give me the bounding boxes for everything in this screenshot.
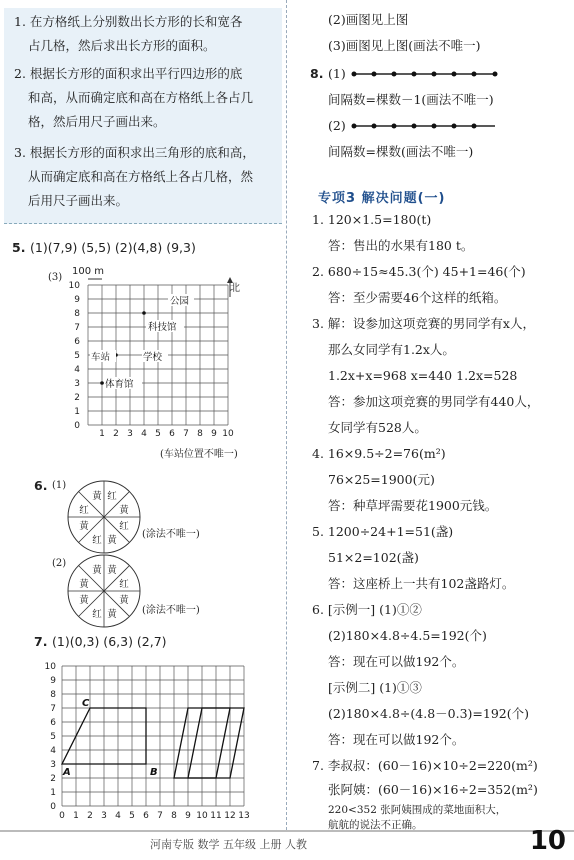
answer-line: 答：这座桥上一共有102盏路灯。	[328, 576, 515, 591]
answer-line: 答：售出的水果有180 t。	[328, 238, 474, 253]
answer-line: 1.2x+x=968 x=440 1.2x=528	[328, 368, 518, 383]
y-tick: 1	[50, 788, 56, 798]
y-tick: 2	[74, 393, 80, 403]
hint-line: 从而确定底和高在方格纸上各占几格，然	[28, 169, 254, 184]
y-tick: 3	[50, 760, 56, 770]
x-tick: 4	[141, 429, 147, 439]
wheel-cell: 黄	[79, 595, 89, 606]
x-tick: 9	[211, 429, 217, 439]
scale-label: 100 m	[72, 266, 105, 277]
r-line: (2)画图见上图	[328, 12, 409, 27]
x-tick: 8	[171, 811, 177, 821]
answer-line: (2)180×4.8÷(4.8－0.3)=192(个)	[328, 706, 529, 721]
gym-point	[100, 381, 104, 385]
hint-line: 和高，从而确定底和高在方格纸上各占几	[28, 90, 254, 105]
q8-part1: (1)	[328, 66, 346, 81]
answer-line: 7. 李叔叔：(60－16)×10÷2=220(m²)	[312, 758, 538, 773]
answer-line: [示例二] (1)①③	[328, 680, 422, 695]
wheel-cell: 黄	[107, 609, 117, 620]
y-tick: 4	[74, 365, 80, 375]
answer-line: (2)180×4.8÷4.5=192(个)	[328, 628, 487, 643]
parallelogram-2	[188, 708, 230, 778]
y-tick: 10	[44, 662, 56, 672]
answer-line: 答：至少需要46个这样的纸箱。	[328, 290, 507, 305]
x-tick: 10	[222, 429, 234, 439]
q6-label: 6.	[34, 478, 48, 493]
x-tick: 3	[127, 429, 133, 439]
answer-line: 76×25=1900(元)	[328, 472, 435, 487]
museum-label: 科技馆	[148, 322, 177, 333]
hint-line: 1. 在方格纸上分别数出长方形的长和宽各	[14, 14, 243, 29]
north-arrow-head	[227, 277, 233, 283]
q8-part2: (2)	[328, 118, 346, 133]
station-label: 车站	[91, 352, 111, 363]
answer-line: 2. 680÷15≈45.3(个) 45+1=46(个)	[312, 264, 526, 279]
answer-line: 那么女同学有1.2x人。	[328, 342, 455, 357]
q6-part1: (1)	[52, 480, 67, 491]
wheel-cell: 红	[92, 535, 102, 546]
x-tick: 5	[129, 811, 135, 821]
school-label: 学校	[143, 352, 163, 363]
x-tick: 7	[157, 811, 163, 821]
answer-line: 女同学有528人。	[328, 420, 427, 435]
wheel-1	[64, 477, 144, 557]
hint-line: 占几格，然后求出长方形的面积。	[28, 38, 216, 53]
y-tick: 0	[74, 421, 80, 431]
wheel-cell: 黄	[107, 535, 117, 546]
x-tick: 10	[196, 811, 208, 821]
x-tick: 2	[113, 429, 119, 439]
q5-grid-map	[58, 275, 258, 440]
wheel-cell: 黄	[79, 521, 89, 532]
answer-line: 5. 1200÷24+1=51(盏)	[312, 524, 454, 539]
wheel-cell: 黄	[107, 565, 117, 576]
x-tick: 11	[210, 811, 222, 821]
wheel-cell: 黄	[92, 565, 102, 576]
answer-line: 4. 16×9.5÷2=76(m²)	[312, 446, 446, 461]
north-label: 北	[230, 283, 240, 294]
q8-label: 8.	[310, 66, 324, 81]
y-tick: 9	[74, 295, 80, 305]
y-tick: 10	[68, 281, 80, 291]
tree-line-2	[350, 116, 500, 136]
y-tick: 5	[50, 732, 56, 742]
wheel-cell: 红	[119, 579, 129, 590]
q7-answer: (1)(0,3) (6,3) (2,7)	[52, 634, 167, 649]
q8-answer1: 间隔数=棵数－1(画法不唯一)	[328, 92, 494, 107]
hint-line: 格，然后用尺子画出来。	[28, 114, 166, 129]
answer-line: 220<352 张阿姨围成的菜地面积大，	[328, 804, 507, 816]
parallelogram-3	[174, 708, 244, 778]
q6-part2: (2)	[52, 558, 67, 569]
wheel-cell: 黄	[79, 579, 89, 590]
y-tick: 9	[50, 676, 56, 686]
y-tick: 8	[50, 690, 56, 700]
x-tick: 9	[185, 811, 191, 821]
wheel-cell: 红	[119, 521, 129, 532]
q8-answer2: 间隔数=棵数(画法不唯一)	[328, 144, 474, 159]
museum-point	[142, 311, 146, 315]
point-c-label: C	[82, 698, 90, 709]
y-tick: 5	[74, 351, 80, 361]
x-tick: 6	[143, 811, 149, 821]
wheel-cell: 红	[79, 505, 89, 516]
wheel-cell: 红	[92, 609, 102, 620]
x-tick: 0	[59, 811, 65, 821]
y-tick: 8	[74, 309, 80, 319]
x-tick: 7	[183, 429, 189, 439]
x-tick: 2	[87, 811, 93, 821]
answer-line: 答：种草坪需要花1900元钱。	[328, 498, 498, 513]
y-tick: 1	[74, 407, 80, 417]
column-divider	[286, 0, 287, 830]
x-tick: 8	[197, 429, 203, 439]
answer-line: 答：现在可以做192个。	[328, 654, 465, 669]
x-tick: 3	[101, 811, 107, 821]
q6-note1: (涂法不唯一)	[142, 529, 200, 540]
y-tick: 6	[74, 337, 80, 347]
answer-line: 6. [示例一] (1)①②	[312, 602, 422, 617]
wheel-cell: 黄	[92, 491, 102, 502]
tree-line-1	[350, 64, 500, 84]
hint-line: 3. 根据长方形的面积求出三角形的底和高，	[14, 145, 255, 160]
park-label: 公园	[170, 296, 190, 307]
q5-part3: (3)	[48, 272, 63, 283]
answer-line: 答：现在可以做192个。	[328, 732, 465, 747]
wheel-cell: 黄	[119, 505, 129, 516]
x-tick: 12	[224, 811, 236, 821]
x-tick: 1	[99, 429, 105, 439]
x-tick: 13	[238, 811, 250, 821]
y-tick: 0	[50, 802, 56, 812]
point-b-label: B	[150, 767, 158, 778]
r-line: (3)画图见上图(画法不唯一)	[328, 38, 481, 53]
y-tick: 4	[50, 746, 56, 756]
footer-text: 河南专版 数学 五年级 上册 人教	[150, 838, 307, 851]
answer-line: 张阿姨：(60－16)×16÷2=352(m²)	[328, 782, 538, 797]
point-a-label: A	[63, 767, 71, 778]
section-title: 专项3 解决问题(一)	[318, 191, 446, 206]
x-tick: 1	[73, 811, 79, 821]
hint-line: 后用尺子画出来。	[28, 193, 129, 208]
y-tick: 3	[74, 379, 80, 389]
gym-label: 体育馆	[105, 379, 134, 390]
y-tick: 7	[74, 323, 80, 333]
q7-label: 7.	[34, 634, 48, 649]
wheel-cell: 红	[107, 491, 117, 502]
page-number: 10	[529, 826, 566, 856]
answer-line: 航航的说法不正确。	[328, 819, 423, 831]
hint-line: 2. 根据长方形的面积求出平行四边形的底	[14, 66, 243, 81]
q6-note2: (涂法不唯一)	[142, 605, 200, 616]
answer-line: 答：参加这项竞赛的男同学有440人，	[328, 394, 540, 409]
x-tick: 5	[155, 429, 161, 439]
answer-line: 1. 120×1.5=180(t)	[312, 212, 432, 227]
y-tick: 7	[50, 704, 56, 714]
wheel-2	[64, 551, 144, 631]
answer-line: 51×2=102(盏)	[328, 550, 419, 565]
wheel-cell: 黄	[119, 595, 129, 606]
y-tick: 6	[50, 718, 56, 728]
q5-label: 5.	[12, 240, 26, 255]
q5-note: (车站位置不唯一)	[160, 449, 238, 460]
y-tick: 2	[50, 774, 56, 784]
x-tick: 4	[115, 811, 121, 821]
q7-grid	[40, 660, 280, 830]
q5-answer: (1)(7,9) (5,5) (2)(4,8) (9,3)	[30, 240, 196, 255]
x-tick: 6	[169, 429, 175, 439]
footer-rule	[0, 830, 574, 832]
answer-line: 3. 解：设参加这项竞赛的男同学有x人，	[312, 316, 535, 331]
